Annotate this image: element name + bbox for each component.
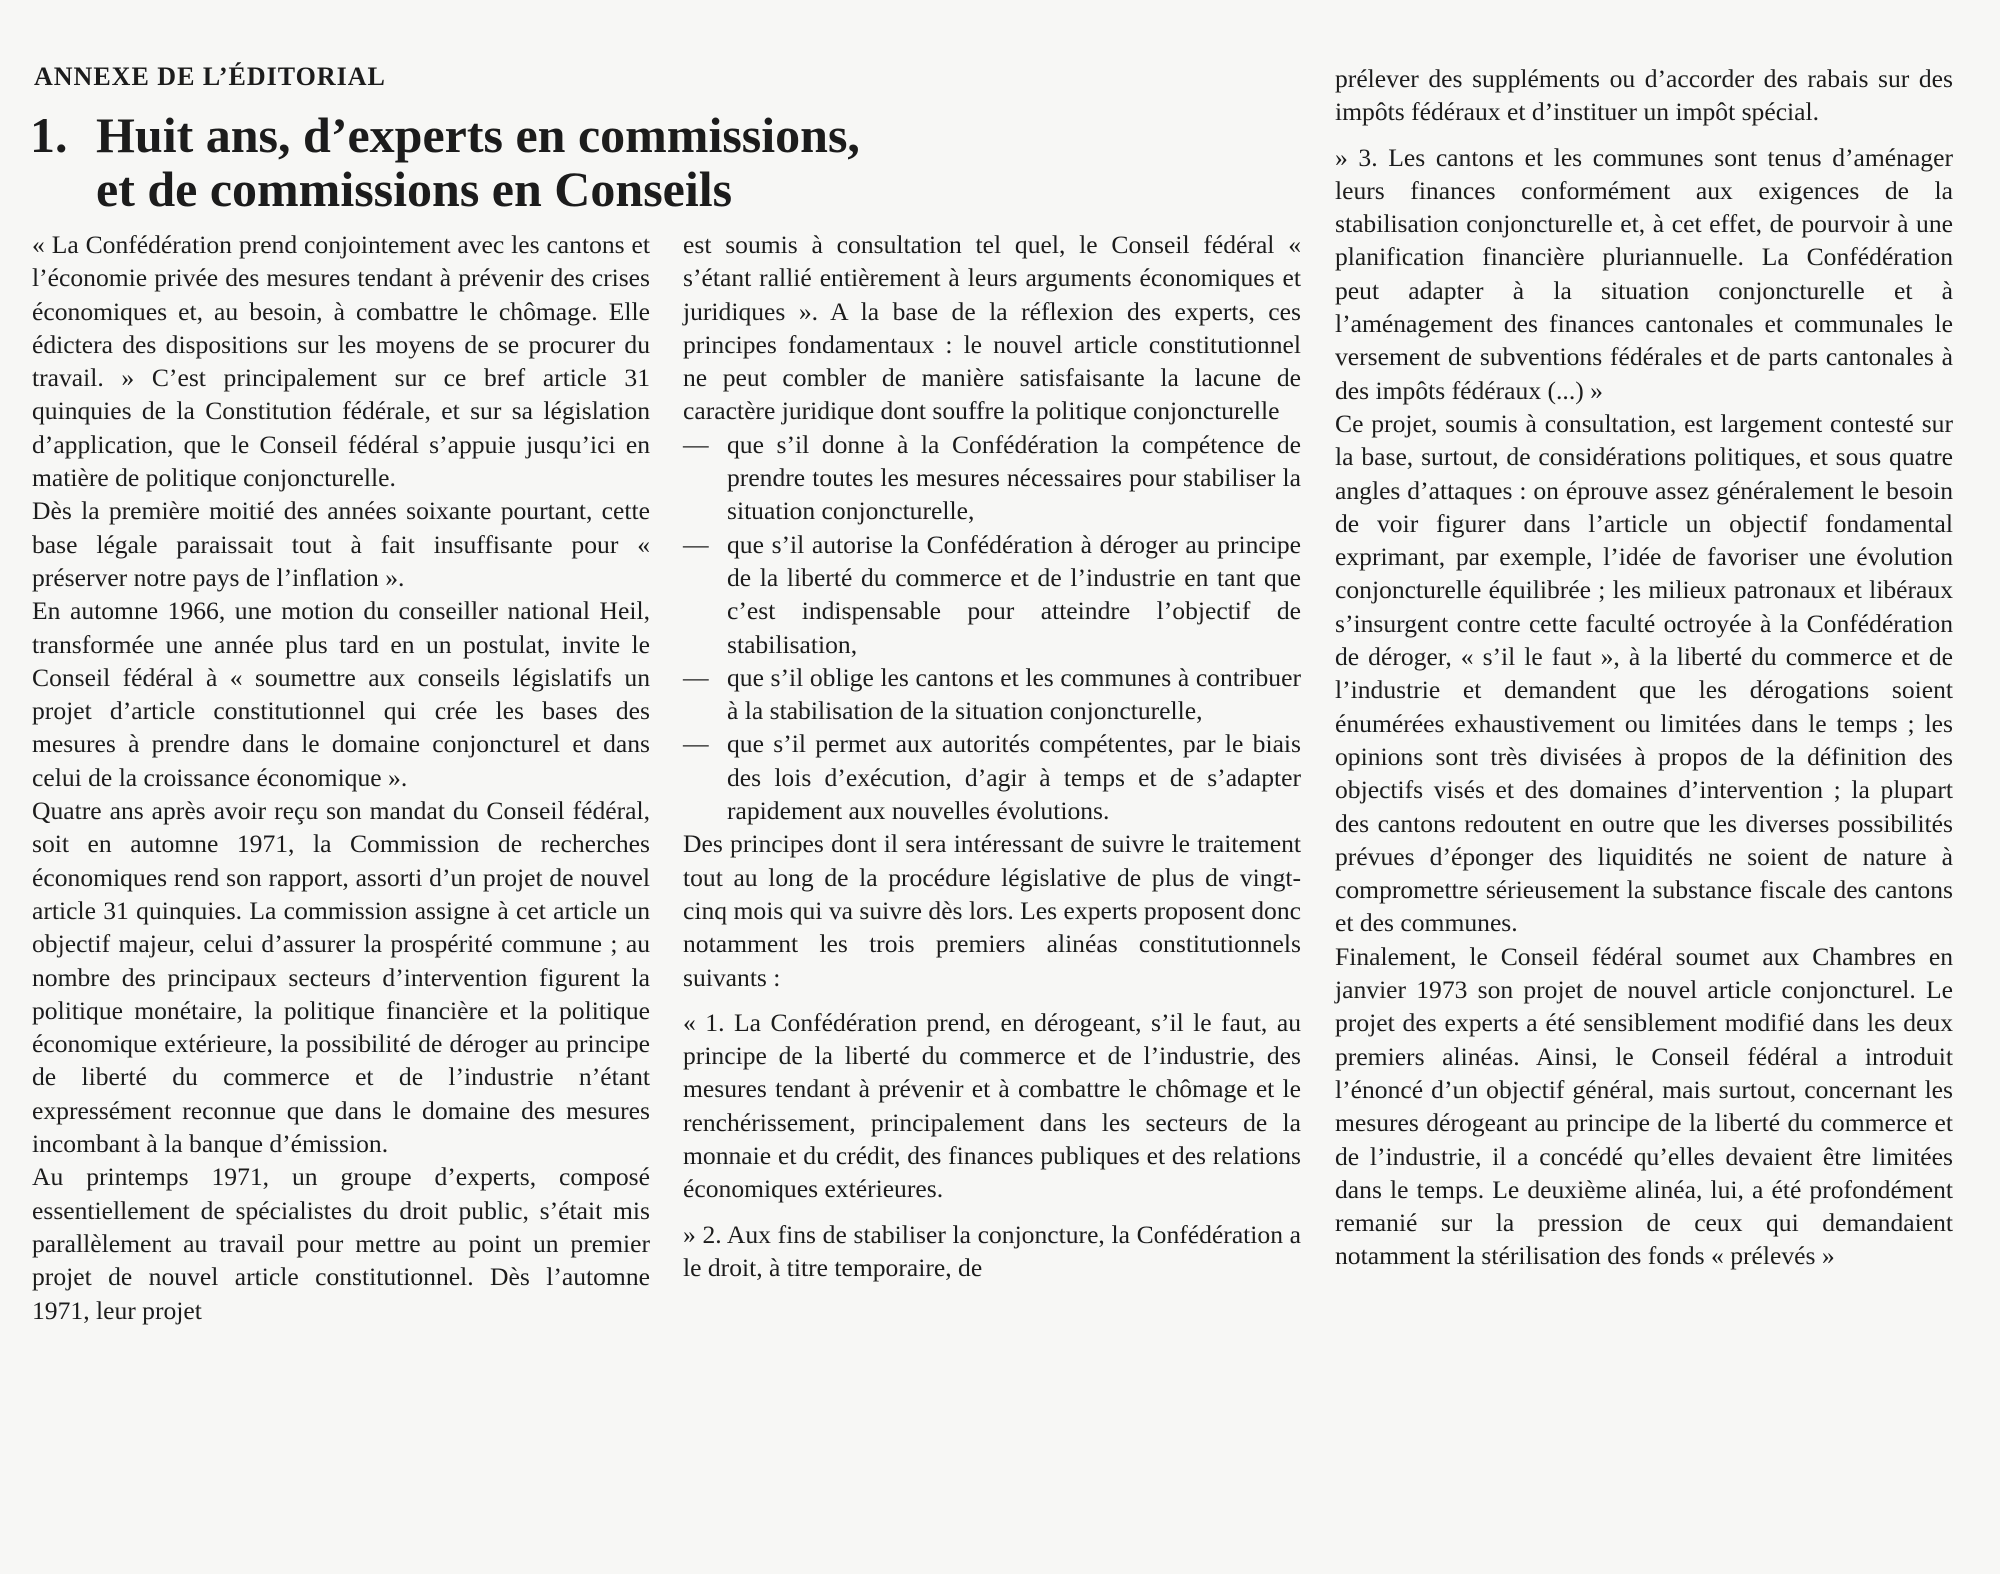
paragraph: Finalement, le Conseil fédéral soumet aux Chambres en janvier 1973 son projet de nouvel article conjoncturel. Le projet des experts a été sensiblement modifié dans les deux premiers alinéas. Ainsi, le Conseil fédéral a introduit l’énoncé d’un objectif général, mais surtout, concernant les mesures dérogeant au principe de la liberté du commerce et de l’industrie, il a concédé qu’elles devaient être limitées dans le temps. Le deuxième alinéa, lui, a été profondément remanié sur la pression de ceux qui demandaient notamment la stérilisation des fonds « prélevés »: [1335, 941, 1953, 1271]
paragraph: Quatre ans après avoir reçu son mandat du Conseil fédéral, soit en automne 1971, la Commission de recherches économiques rend son rapport, assorti d’un projet de nouvel article 31 quinquies. La commission assigne à cet article un objectif majeur, celui d’assurer la prospérité commune ; au nombre des principaux secteurs d’intervention figurent la politique monétaire, la politique financière et la politique économique extérieure, la possibilité de déroger au principe de liberté du commerce et de l’industrie n’étant expressément reconnue que dans le domaine des mesures incombant à la banque d’émission.: [32, 796, 650, 1159]
paragraph: prélever des suppléments ou d’accorder des rabais sur des impôts fédéraux et d’instituer un impôt spécial.: [1335, 64, 1953, 127]
title-line-2: et de commissions en Conseils: [96, 161, 733, 217]
dash-list-item: — que s’il donne à la Confédération la compétence de prendre toutes les mesures nécessaires pour stabiliser la situation conjoncturelle,: [683, 428, 1301, 528]
quoted-paragraph: « 1. La Confédération prend, en dérogeant, s’il le faut, au principe de la liberté du commerce et de l’industrie, des mesures tendant à prévenir et à combattre le chômage et le renchérissement, principalement dans les secteurs de la monnaie et du crédit, des finances publiques et des relations économiques extérieures.: [683, 1007, 1301, 1204]
quoted-paragraph: » 2. Aux fins de stabiliser la conjoncture, la Confédération a le droit, à titre temporaire, de: [683, 1219, 1301, 1282]
paragraph: Ce projet, soumis à consultation, est largement contesté sur la base, surtout, de considérations politiques, et sous quatre angles d’attaques : on éprouve assez généralement le besoin de voir figurer dans l’article un objectif fondamental exprimant, par exemple, l’idée de favoriser une évolution conjoncturelle équilibrée ; les milieux patronaux et libéraux s’insurgent contre cette faculté octroyée à la Confédération de déroger, « s’il le faut », à la liberté du commerce et de l’industrie et demandent que les dérogations soient énumérées exhaustivement ou limitées dans le temps ; les opinions sont très divisées à propos de la définition des objectifs visés et des domaines d’intervention ; la plupart des cantons redoutent en outre que les diverses possibilités prévues d’éponger des liquidités ne soient de nature à compromettre sérieusement la substance fiscale des cantons et des communes.: [1335, 408, 1953, 938]
paragraph: En automne 1966, une motion du conseiller national Heil, transformée une année plus tard en un postulat, invite le Conseil fédéral à « soumettre aux conseils législatifs un projet d’article constitutionnel qui crée les bases des mesures à prendre dans le domaine conjoncturel et dans celui de la croissance économique ».: [32, 596, 650, 792]
paragraph: « La Confédération prend conjointement avec les cantons et l’économie privée des mesures tendant à prévenir des crises économiques et, au besoin, à combattre le chômage. Elle édictera des dispositions sur les moyens de se procurer du travail. » C’est principalement sur ce bref article 31 quinquies de la Constitution fédérale, et sur sa législation d’application, que le Conseil fédéral s’appuie jusqu’ici en matière de politique conjoncturelle.: [32, 230, 650, 493]
dash-list-item: — que s’il permet aux autorités compétentes, par le biais des lois d’exécution, d’agir à temps et de s’adapter rapidement aux nouvelles évolutions.: [683, 727, 1301, 827]
text-column-1: [32, 228, 650, 1327]
text-column-2: [683, 228, 1301, 1284]
title-line-1: Huit ans, d’experts en commissions,: [96, 107, 860, 163]
paragraph: Au printemps 1971, un groupe d’experts, composé essentiellement de spécialistes du droit public, s’était mis parallèlement au travail pour mettre au point un premier projet de nouvel article constitutionnel. Dès l’automne 1971, leur projet: [32, 1162, 650, 1325]
title-number: 1.: [30, 107, 68, 163]
quoted-paragraph: » 3. Les cantons et les communes sont tenus d’aménager leurs finances conformément aux exigences de la stabilisation conjoncturelle et, à cet effet, de pourvoir à une planification financière pluriannuelle. La Confédération peut adapter à la situation conjoncturelle et à l’aménagement des finances cantonales et communales le versement de subventions fédérales et de parts cantonales à des impôts fédéraux (...) »: [1335, 142, 1953, 405]
paragraph: Dès la première moitié des années soixante pourtant, cette base légale paraissait tout à fait insuffisante pour « préserver notre pays de l’inflation ».: [32, 496, 650, 592]
dash-list-item: — que s’il autorise la Confédération à déroger au principe de la liberté du commerce et de l’industrie en tant que c’est indispensable pour atteindre l’objectif de stabilisation,: [683, 528, 1301, 661]
text-column-3: [1335, 62, 1953, 1273]
section-kicker: ANNEXE DE L’ÉDITORIAL: [34, 62, 386, 91]
dash-list-item: — que s’il oblige les cantons et les communes à contribuer à la stabilisation de la situation conjoncturelle,: [683, 661, 1301, 728]
paragraph: est soumis à consultation tel quel, le Conseil fédéral « s’étant rallié entièrement à leurs arguments économiques et juridiques ». A la base de la réflexion des experts, ces principes fondamentaux : le nouvel article constitutionnel ne peut combler de manière satisfaisante la lacune de caractère juridique dont souffre la politique conjoncturelle: [683, 230, 1301, 426]
paragraph: Des principes dont il sera intéressant de suivre le traitement tout au long de la procédure législative de plus de vingt-cinq mois qui va suivre dès lors. Les experts proposent donc notamment les trois premiers alinéas constitutionnels suivants :: [683, 829, 1301, 992]
